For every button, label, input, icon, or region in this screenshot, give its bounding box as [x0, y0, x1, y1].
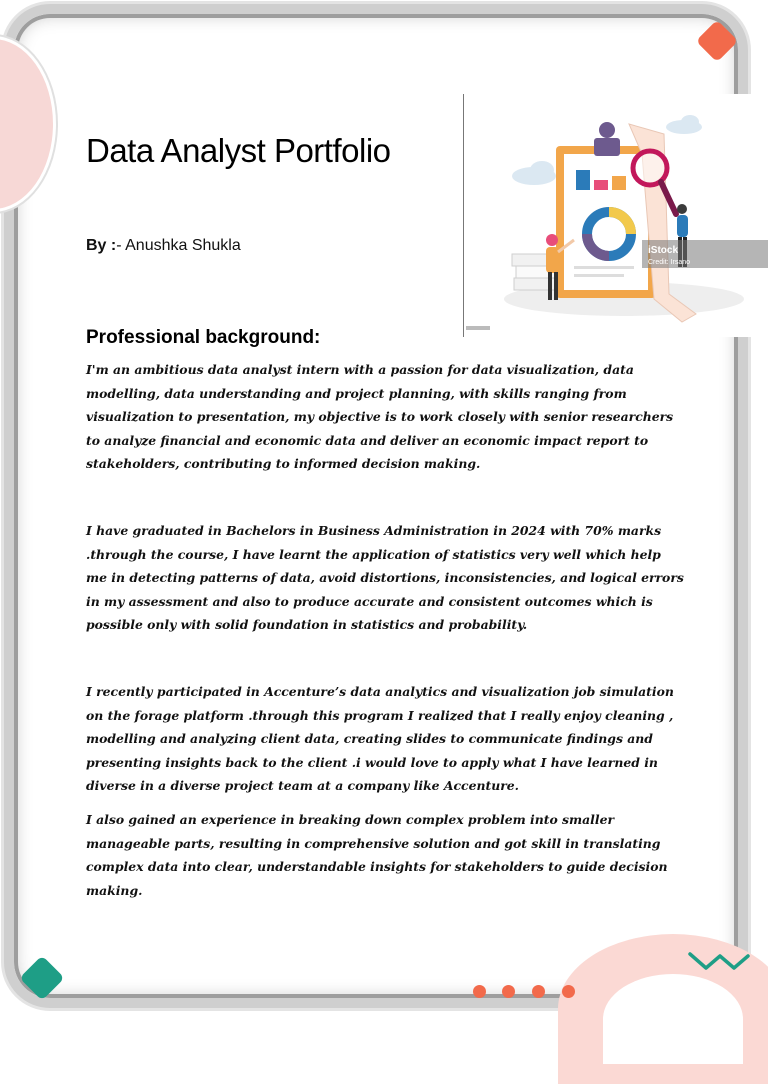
watermark-text: iStock: [648, 245, 679, 256]
paragraph-1: I'm an ambitious data analyst intern with a passion for data visualization, data modelling, data understanding and project planning, with skills ranging from visualization to presentation, my objective is to work closely with senior researchers to analyze financial and economic data and deliver an economic impact report to stakeholders, contributing to informed decision making.: [86, 362, 674, 471]
orange-dot: [502, 985, 515, 998]
author-byline: [86, 237, 241, 255]
page-title: Data Analyst Portfolio: [86, 132, 391, 169]
orange-dot: [562, 985, 575, 998]
data-analysis-illustration: [463, 94, 768, 337]
orange-dot: [473, 985, 486, 998]
author-name: - Anushka Shukla: [116, 237, 241, 254]
zigzag-icon: [688, 948, 750, 972]
decorative-arc-inner: [603, 974, 743, 1064]
paragraph-4: I also gained an experience in breaking down complex problem into smaller manageable parts, resulting in comprehensive solution and got skill in translating complex data into clear, understandable insights for stakeholders to guide decision making.: [86, 812, 668, 898]
section-title: Professional background:: [86, 327, 321, 348]
analyst-clipboard-illustration: [464, 94, 768, 337]
byline-label: By :: [86, 237, 117, 254]
paragraph-3: I recently participated in Accenture’s data analytics and visualization job simulation on the forage platform .through this program I realized that I really enjoy cleaning , modelling and analyzing client data, creating slides to communicate findings and presenting insights back to the client .i would love to apply what I have learned in diverse in a diverse project team at a company like Accenture.: [86, 684, 674, 793]
credit-text: Credit: Irsano: [648, 259, 691, 266]
orange-dot: [532, 985, 545, 998]
paragraph-2: I have graduated in Bachelors in Business Administration in 2024 with 70% marks .through the course, I have learnt the application of statistics very well which help me in detecting patterns of data, avoid distortions, inconsistencies, and logical errors in my assessment and also to produce accurate and consistent outcomes which is possible only with solid foundation in statistics and probability.: [86, 523, 684, 632]
